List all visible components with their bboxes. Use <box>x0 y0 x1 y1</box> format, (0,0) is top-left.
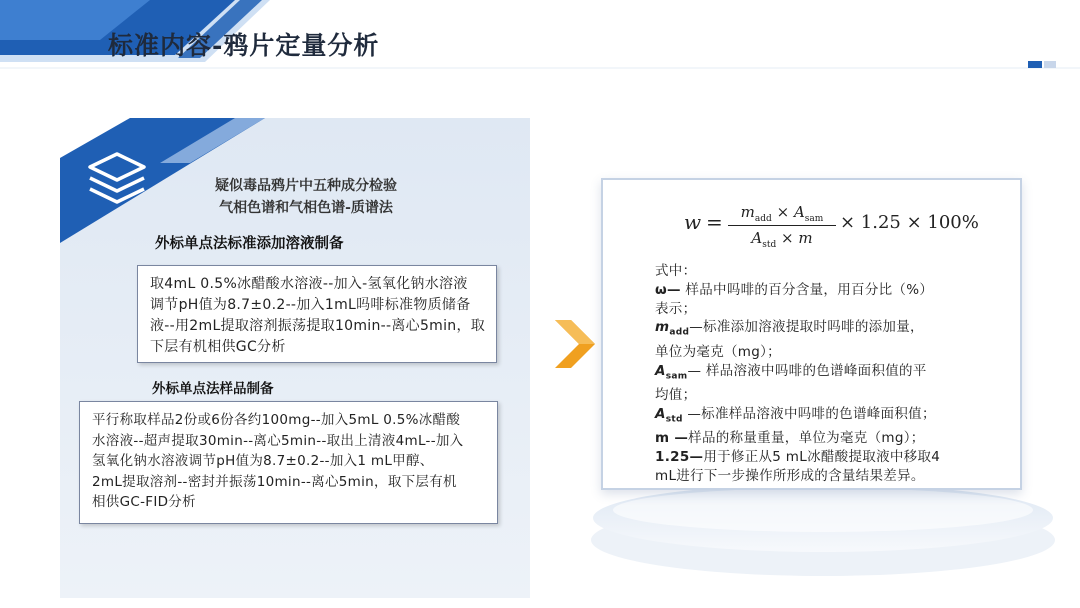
den-var1: A <box>751 229 763 247</box>
section1-line: 液--用2mL提取溶剂振荡提取10min--离心5min，取 <box>150 318 486 334</box>
legend-asam <box>655 362 995 386</box>
den-var2: m <box>798 229 813 247</box>
num-var1: m <box>740 203 755 221</box>
m-text: 样品的称量重量，单位为毫克（mg）； <box>688 430 925 447</box>
left-card-title <box>186 175 426 219</box>
omega-text: 样品中吗啡的百分含量，用百分比（%） <box>680 281 934 298</box>
den-times: × <box>781 229 794 247</box>
madd-symbol: m <box>655 319 670 336</box>
const-text: 用于修正从5 mL冰醋酸提取液中移取4 <box>703 449 941 466</box>
num-sub1: add <box>754 214 772 224</box>
formula-equals: = <box>706 210 723 234</box>
astd-text: —标准样品溶液中吗啡的色谱峰面积值； <box>682 405 936 422</box>
section2-line: 氢氧化钠水溶液调节pH值为8.7±0.2--加入1 mL甲醇、 <box>92 453 434 469</box>
section2-line: 水溶液--超声提取30min--离心5min--取出上清液4mL--加入 <box>92 432 464 449</box>
layers-icon <box>86 150 148 208</box>
section1-line: 下层有机相供GC分析 <box>150 339 286 355</box>
legend-intro: 式中： <box>655 263 697 279</box>
left-title-line1: 疑似毒品鸦片中五种成分检验 <box>215 178 397 194</box>
legend-omega <box>655 281 995 300</box>
section2-heading: 外标单点法样品制备 <box>152 381 274 397</box>
page-title: 标准内容-鸦片定量分析 <box>108 31 380 60</box>
formula-lhs: w <box>684 210 702 234</box>
legend-astd <box>655 405 995 429</box>
legend-madd-cont: 单位为毫克（mg）； <box>655 343 781 360</box>
asam-symbol: A <box>655 362 666 379</box>
fraction-bar <box>728 225 836 226</box>
asam-text: — 样品溶液中吗啡的色谱峰面积值的平 <box>687 362 927 379</box>
section1-box <box>137 265 497 363</box>
section2-box <box>79 401 498 524</box>
legend-madd <box>655 318 995 342</box>
section2-line: 相供GC-FID分析 <box>92 494 196 510</box>
m-symbol: m — <box>655 430 689 447</box>
section1-heading: 外标单点法标准添加溶液制备 <box>155 235 344 252</box>
astd-symbol: A <box>655 405 666 422</box>
omega-symbol: ω— <box>655 281 681 298</box>
chevron-right-icon <box>555 320 595 368</box>
legend-asam-cont: 均值； <box>655 387 697 404</box>
num-var2: A <box>793 203 805 221</box>
madd-sub: add <box>669 328 690 339</box>
formula-denominator <box>728 227 836 249</box>
left-title-line2: 气相色谱和气相色谱-质谱法 <box>219 200 393 216</box>
legend-omega-cont: 表示； <box>655 300 697 317</box>
header-squares <box>1028 61 1058 69</box>
section1-line: 取4mL 0.5%冰醋酸水溶液--加入-氢氧化钠水溶液 <box>150 276 468 292</box>
formula-legend <box>655 262 995 486</box>
section2-line: 平行称取样品2份或6份各约100mg--加入5mL 0.5%冰醋酸 <box>92 412 461 428</box>
formula <box>684 200 979 250</box>
formula-tail: × 1.25 × 100% <box>840 212 979 233</box>
madd-text: —标准添加溶液提取时吗啡的添加量， <box>689 319 924 336</box>
section2-line: 2mL提取溶剂--密封并振荡10min--离心5min，取下层有机 <box>92 473 457 490</box>
legend-const <box>655 448 995 467</box>
astd-sub: std <box>665 414 683 425</box>
num-sub2: sam <box>804 214 824 224</box>
formula-numerator <box>728 200 836 224</box>
formula-fraction <box>728 200 836 249</box>
num-times: × <box>776 203 790 221</box>
den-sub1: std <box>762 240 777 250</box>
legend-const-cont: mL进行下一步操作所形成的含量结果差异。 <box>655 468 925 485</box>
const-symbol: 1.25— <box>655 449 704 466</box>
asam-sub: sam <box>665 371 688 382</box>
legend-m <box>655 429 995 448</box>
section1-line: 调节pH值为8.7±0.2--加入1mL吗啡标准物质储备 <box>150 297 471 313</box>
